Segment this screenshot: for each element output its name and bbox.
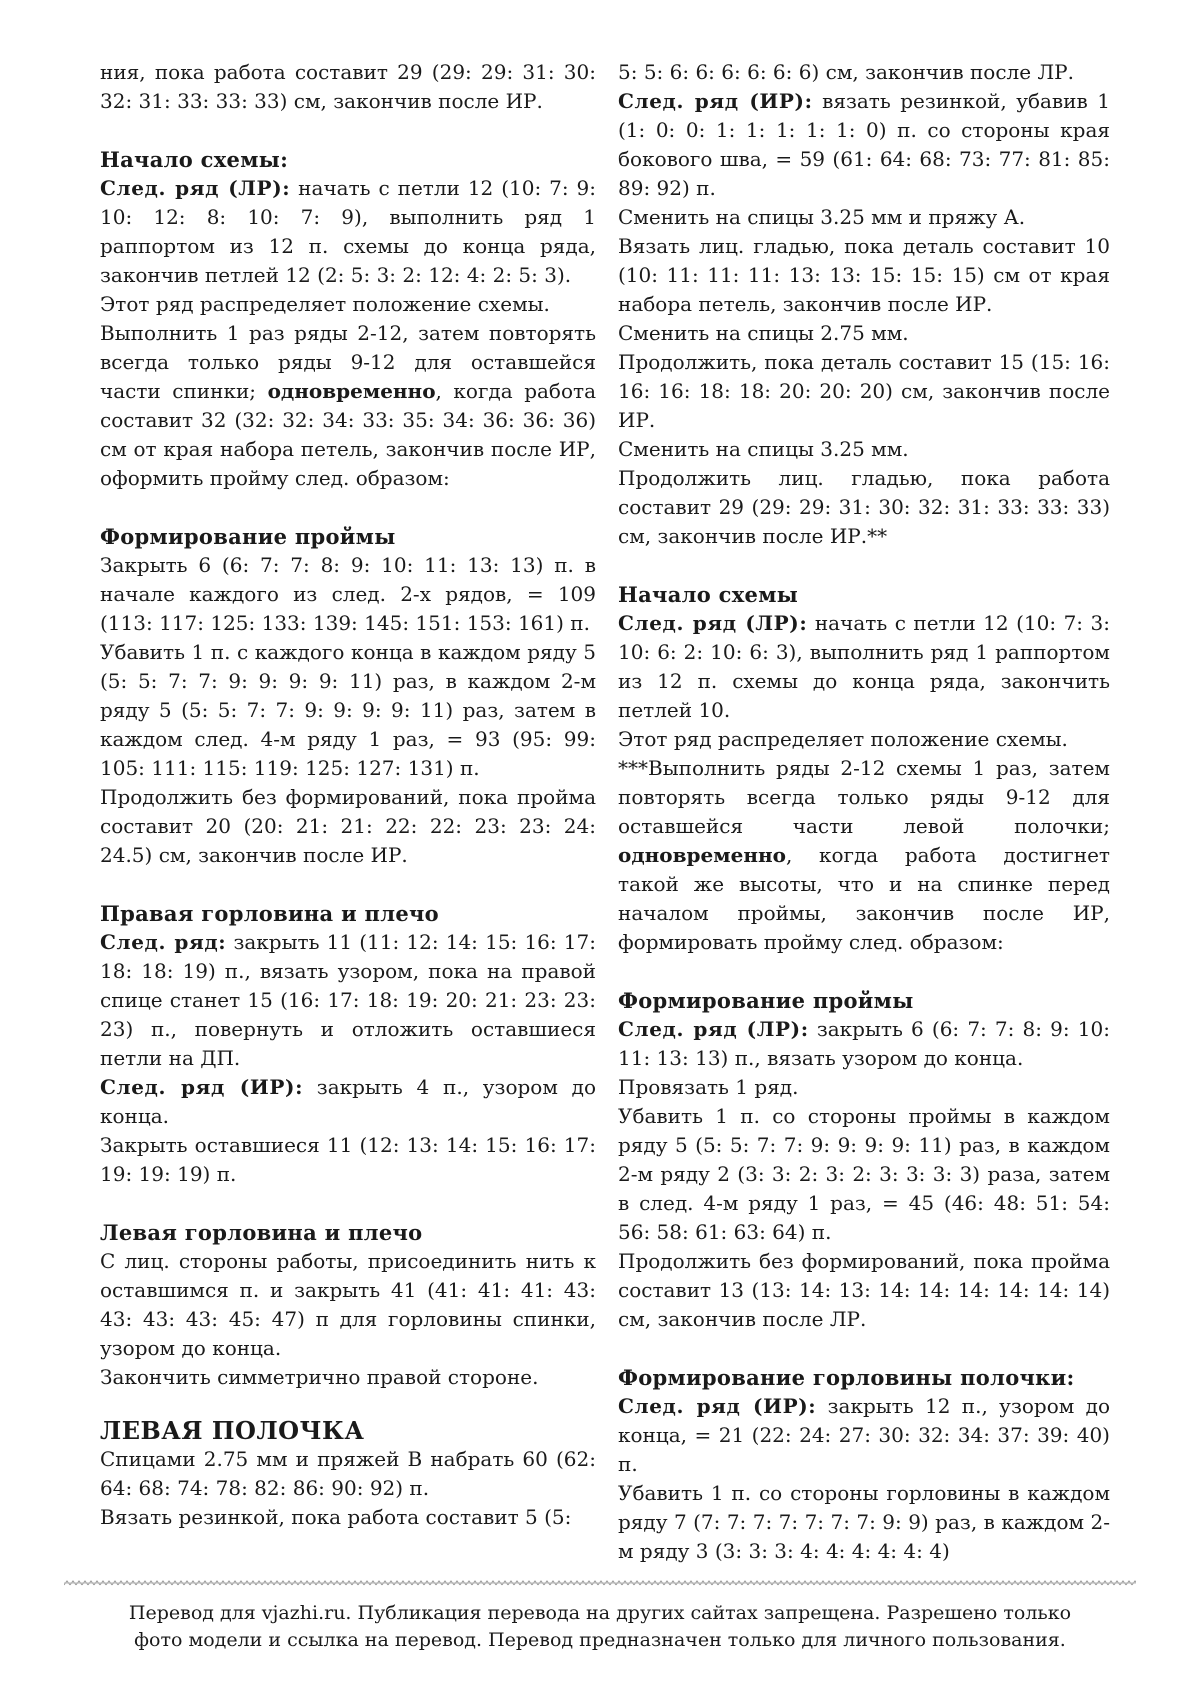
- section-heading-pattern-start: Начало схемы: [618, 582, 799, 607]
- paragraph: След. ряд (ЛР): начать с петли 12 (10: 7: 9: 10: 12: 8: 10: 7: 9), выполнить ряд 1 раппортом из 12 п. схемы до конца ряда, закончив петлей 12 (2: 5: 3: 2: 12: 4: 2: 5: 3).: [100, 176, 596, 287]
- paragraph: Продолжить лиц. гладью, пока работа составит 29 (29: 29: 31: 30: 32: 31: 33: 33: 33) см, закончив после ИР.**: [618, 466, 1110, 548]
- paragraph: Выполнить 1 раз ряды 2-12, затем повторять всегда только ряды 9-12 для оставшейся части спинки; одновременно, когда работа составит 32 (32: 32: 34: 33: 35: 34: 36: 36: 36) см от края набора петель, закончив после ИР, оформить пройму след. образом:: [100, 321, 596, 490]
- paragraph: Закрыть 6 (6: 7: 7: 8: 9: 10: 11: 13: 13) п. в начале каждого из след. 2-х рядов, = 109 (113: 117: 125: 133: 139: 145: 151: 153: 161) п.: [100, 553, 596, 635]
- section-heading-right-neck: Правая горловина и плечо: [100, 901, 439, 926]
- row-label: След. ряд (ИР):: [100, 1075, 304, 1099]
- paragraph: Убавить 1 п. со стороны проймы в каждом ряду 5 (5: 5: 7: 7: 9: 9: 9: 9: 11) раз, в каждом 2-м ряду 2 (3: 3: 2: 3: 2: 3: 3: 3: 3) раза, затем в след. 4-м ряду 1 раз, = 45 (46: 48: 51: 54: 56: 58: 61: 63: 64) п.: [618, 1104, 1110, 1244]
- paragraph: Закончить симметрично правой стороне.: [100, 1365, 539, 1389]
- paragraph: Продолжить без формирований, пока пройма составит 13 (13: 14: 13: 14: 14: 14: 14: 14: 14) см, закончив после ЛР.: [618, 1249, 1110, 1331]
- section-heading-pattern-start: Начало схемы:: [100, 147, 289, 172]
- footer-notice: [60, 1600, 1140, 1654]
- paragraph: Вязать резинкой, пока работа составит 5 (5:: [100, 1505, 572, 1529]
- paragraph: След. ряд (ЛР): начать с петли 12 (10: 7: 3: 10: 6: 2: 10: 6: 3), выполнить ряд 1 раппортом из 12 п. схемы до конца ряда, закончить петлей 10.: [618, 611, 1110, 722]
- footer-divider: [64, 1578, 1136, 1588]
- paragraph: Убавить 1 п. со стороны горловины в каждом ряду 7 (7: 7: 7: 7: 7: 7: 7: 9: 9) раз, в каждом 2-м ряду 3 (3: 3: 3: 4: 4: 4: 4: 4: 4): [618, 1481, 1110, 1563]
- paragraph: Продолжить без формирований, пока пройма составит 20 (20: 21: 21: 22: 22: 23: 23: 24: 24.5) см, закончив после ИР.: [100, 785, 596, 867]
- paragraph: След. ряд (ЛР): закрыть 6 (6: 7: 7: 8: 9: 10: 11: 13: 13) п., вязать узором до конца.: [618, 1017, 1110, 1070]
- paragraph: Провязать 1 ряд.: [618, 1075, 799, 1099]
- paragraph: След. ряд (ИР): закрыть 12 п., узором до конца, = 21 (22: 24: 27: 30: 32: 34: 37: 39: 40) п.: [618, 1394, 1110, 1476]
- section-heading-armhole: Формирование проймы: [100, 524, 396, 549]
- right-column: [618, 58, 1110, 1566]
- paragraph: ***Выполнить ряды 2-12 схемы 1 раз, затем повторять всегда только ряды 9-12 для оставшейся части левой полочки; одновременно, когда работа достигнет такой же высоты, что и на спинке перед началом проймы, закончив после ИР, формировать пройму след. образом:: [618, 756, 1110, 954]
- paragraph: ния, пока работа составит 29 (29: 29: 31: 30: 32: 31: 33: 33: 33) см, закончив после ИР.: [100, 60, 596, 113]
- paragraph: Сменить на спицы 3.25 мм.: [618, 437, 909, 461]
- row-label: След. ряд (ИР):: [618, 1394, 817, 1418]
- row-label: След. ряд (ИР):: [618, 89, 813, 113]
- paragraph: 5: 5: 6: 6: 6: 6: 6: 6) см, закончив после ЛР.: [618, 60, 1074, 84]
- paragraph: Продолжить, пока деталь составит 15 (15: 16: 16: 16: 18: 18: 20: 20: 20) см, закончив после ИР.: [618, 350, 1110, 432]
- left-column: [100, 58, 596, 1532]
- section-heading-left-neck: Левая горловина и плечо: [100, 1220, 423, 1245]
- section-heading-front-neck: Формирование горловины полочки:: [618, 1365, 1075, 1390]
- section-heading-armhole: Формирование проймы: [618, 988, 914, 1013]
- footer-line: фото модели и ссылка на перевод. Перевод предназначен только для личного пользования.: [134, 1629, 1066, 1651]
- row-label: След. ряд (ЛР):: [618, 611, 808, 635]
- paragraph: Спицами 2.75 мм и пряжей В набрать 60 (62: 64: 68: 74: 78: 82: 86: 90: 92) п.: [100, 1447, 596, 1500]
- paragraph: Закрыть оставшиеся 11 (12: 13: 14: 15: 16: 17: 19: 19: 19) п.: [100, 1133, 596, 1186]
- row-label: След. ряд (ЛР):: [618, 1017, 809, 1041]
- row-label: След. ряд:: [100, 930, 227, 954]
- paragraph: След. ряд (ИР): вязать резинкой, убавив 1 (1: 0: 0: 1: 1: 1: 1: 1: 0) п. со стороны края бокового шва, = 59 (61: 64: 68: 73: 77: 81: 85: 89: 92) п.: [618, 89, 1111, 200]
- footer-line: Перевод для vjazhi.ru. Публикация перевода на других сайтах запрещена. Разрешено только: [128, 1602, 1072, 1624]
- paragraph: Этот ряд распределяет положение схемы.: [618, 727, 1068, 751]
- paragraph: Сменить на спицы 2.75 мм.: [618, 321, 909, 345]
- paragraph: Этот ряд распределяет положение схемы.: [100, 292, 550, 316]
- paragraph: След. ряд (ИР): закрыть 4 п., узором до конца.: [100, 1075, 596, 1128]
- paragraph: Убавить 1 п. с каждого конца в каждом ряду 5 (5: 5: 7: 7: 9: 9: 9: 9: 11) раз, в каждом 2-м ряду 5 (5: 5: 7: 7: 9: 9: 9: 9: 11) раз, затем в каждом след. 4-м ряду 1 раз, = 93 (95: 99: 105: 111: 115: 119: 125: 127: 131) п.: [100, 640, 596, 780]
- paragraph: Сменить на спицы 3.25 мм и пряжу А.: [618, 205, 1026, 229]
- row-label: След. ряд (ЛР):: [100, 176, 291, 200]
- paragraph: С лиц. стороны работы, присоединить нить к оставшимся п. и закрыть 41 (41: 41: 41: 43: 43: 43: 43: 45: 47) п для горловины спинки, узором до конца.: [100, 1249, 596, 1360]
- section-heading-left-front: ЛЕВАЯ ПОЛОЧКА: [100, 1416, 365, 1445]
- paragraph: Вязать лиц. гладью, пока деталь составит 10 (10: 11: 11: 11: 13: 13: 15: 15: 15) см от края набора петель, закончив после ИР.: [618, 234, 1110, 316]
- paragraph: След. ряд: закрыть 11 (11: 12: 14: 15: 16: 17: 18: 18: 19) п., вязать узором, пока на правой спице станет 15 (16: 17: 18: 19: 20: 21: 23: 23: 23) п., повернуть и отложить оставшиеся петли на ДП.: [100, 930, 596, 1070]
